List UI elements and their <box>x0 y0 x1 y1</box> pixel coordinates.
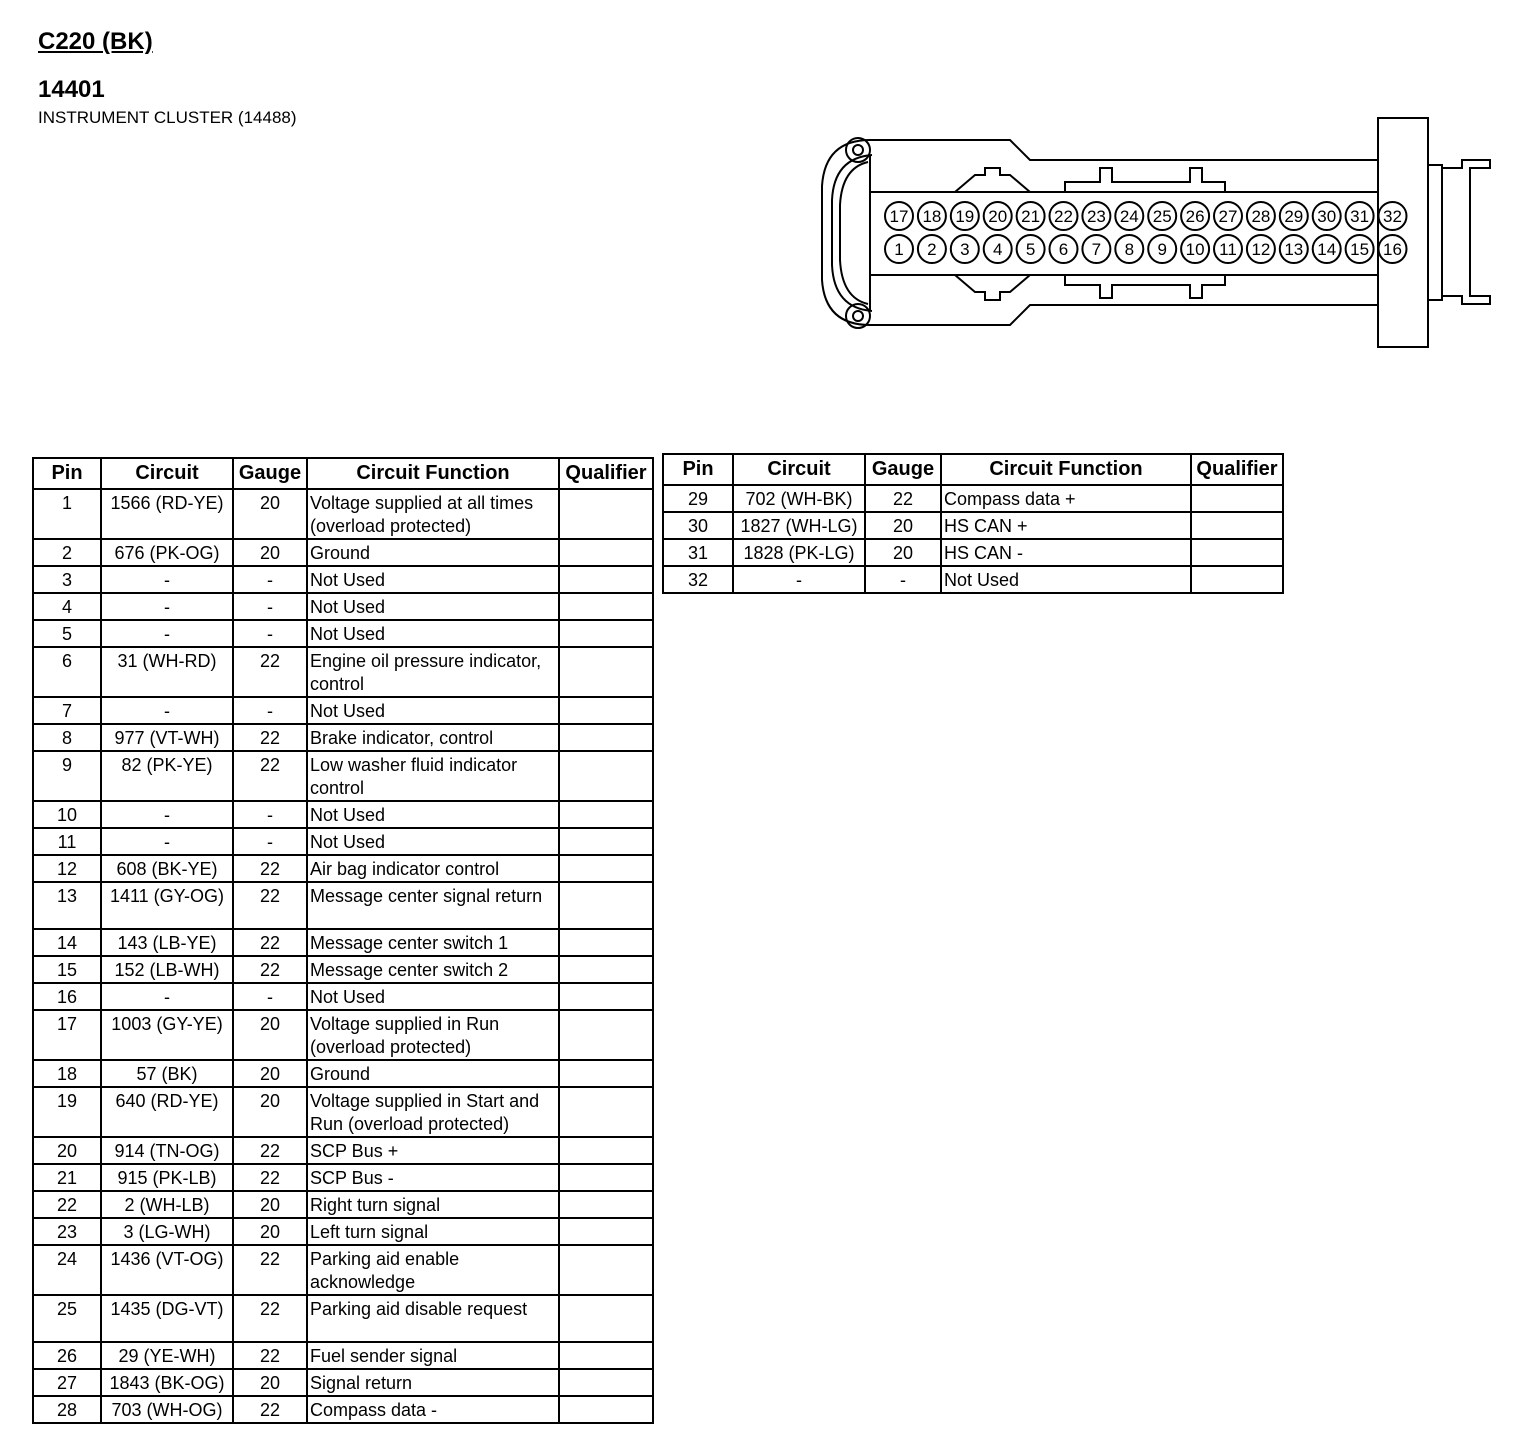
pin-number: 16 <box>1383 240 1402 259</box>
cell-function: Parking aid enable acknowledge <box>307 1245 559 1295</box>
cell-function: Ground <box>307 539 559 566</box>
cell-gauge: 22 <box>233 956 307 983</box>
pin-number: 12 <box>1251 240 1271 259</box>
cell-pin: 19 <box>33 1087 101 1137</box>
cell-circuit: 57 (BK) <box>101 1060 233 1087</box>
cell-gauge: 20 <box>233 1060 307 1087</box>
cell-function: Not Used <box>307 983 559 1010</box>
cell-circuit: - <box>101 620 233 647</box>
pin-number: 6 <box>1058 240 1069 259</box>
cell-gauge: - <box>233 593 307 620</box>
cell-pin: 20 <box>33 1137 101 1164</box>
pin-number: 20 <box>988 207 1008 226</box>
cell-pin: 10 <box>33 801 101 828</box>
cell-function: Brake indicator, control <box>307 724 559 751</box>
cell-gauge: 22 <box>233 724 307 751</box>
cell-function: Voltage supplied in Run (overload protected) <box>307 1010 559 1060</box>
cell-gauge: - <box>233 828 307 855</box>
cell-qualifier <box>559 801 653 828</box>
cell-gauge: 22 <box>233 855 307 882</box>
cell-circuit: 703 (WH-OG) <box>101 1396 233 1423</box>
table-row <box>33 1087 653 1137</box>
cell-pin: 12 <box>33 855 101 882</box>
table-row <box>33 566 653 593</box>
cell-circuit: 1566 (RD-YE) <box>101 489 233 539</box>
cell-gauge: 22 <box>233 882 307 929</box>
cell-qualifier <box>559 1245 653 1295</box>
cell-function: Message center signal return <box>307 882 559 929</box>
cell-function: Right turn signal <box>307 1191 559 1218</box>
pin-number: 19 <box>955 207 975 226</box>
cell-qualifier <box>559 1060 653 1087</box>
pin-number: 9 <box>1157 240 1167 259</box>
cell-circuit: - <box>101 593 233 620</box>
table-row <box>33 855 653 882</box>
table-row <box>33 801 653 828</box>
cell-qualifier <box>559 956 653 983</box>
cell-pin: 23 <box>33 1218 101 1245</box>
cell-function: SCP Bus - <box>307 1164 559 1191</box>
pin-number: 17 <box>889 207 909 226</box>
cell-pin: 9 <box>33 751 101 801</box>
cell-function: Not Used <box>307 828 559 855</box>
cell-qualifier <box>559 882 653 929</box>
cell-function: Not Used <box>307 566 559 593</box>
cell-qualifier <box>559 929 653 956</box>
pinout-table-right <box>662 453 1284 594</box>
cell-gauge: 20 <box>233 1087 307 1137</box>
cell-circuit: - <box>101 566 233 593</box>
cell-qualifier <box>559 855 653 882</box>
table-row <box>33 1245 653 1295</box>
table-row <box>33 724 653 751</box>
cell-circuit: 676 (PK-OG) <box>101 539 233 566</box>
table-row <box>33 1060 653 1087</box>
cell-pin: 6 <box>33 647 101 697</box>
cell-circuit: - <box>101 983 233 1010</box>
table-row <box>33 956 653 983</box>
cell-pin: 28 <box>33 1396 101 1423</box>
cell-pin: 8 <box>33 724 101 751</box>
cell-gauge: 20 <box>233 1010 307 1060</box>
cell-gauge: - <box>865 566 941 593</box>
pin-number: 8 <box>1124 240 1135 259</box>
cell-qualifier <box>559 1342 653 1369</box>
table-row <box>663 566 1283 593</box>
cell-pin: 13 <box>33 882 101 929</box>
cell-gauge: 22 <box>233 1396 307 1423</box>
cell-gauge: 22 <box>865 485 941 512</box>
cell-pin: 22 <box>33 1191 101 1218</box>
cell-qualifier <box>559 489 653 539</box>
header-gauge: Gauge <box>233 458 307 489</box>
cell-pin: 17 <box>33 1010 101 1060</box>
cell-function: Left turn signal <box>307 1218 559 1245</box>
pin-number: 29 <box>1284 207 1304 226</box>
cell-qualifier <box>1191 566 1283 593</box>
cell-circuit: - <box>101 828 233 855</box>
table-row <box>33 539 653 566</box>
header-pin: Pin <box>33 458 101 489</box>
cell-gauge: 20 <box>233 1218 307 1245</box>
table-row <box>663 539 1283 566</box>
cell-circuit: - <box>101 697 233 724</box>
cell-circuit: 152 (LB-WH) <box>101 956 233 983</box>
pin-number: 1 <box>894 240 904 259</box>
pin-number: 13 <box>1284 240 1304 259</box>
cell-qualifier <box>559 539 653 566</box>
header-circuit: Circuit <box>733 454 865 485</box>
cell-qualifier <box>559 1218 653 1245</box>
cell-pin: 30 <box>663 512 733 539</box>
cell-gauge: - <box>233 801 307 828</box>
pin-number: 4 <box>992 240 1003 259</box>
cell-qualifier <box>559 1396 653 1423</box>
pinout-table-left <box>32 457 654 1424</box>
pin-number: 24 <box>1119 207 1139 226</box>
cell-circuit: 1411 (GY-OG) <box>101 882 233 929</box>
cell-pin: 18 <box>33 1060 101 1087</box>
cell-gauge: 20 <box>233 539 307 566</box>
cell-circuit: - <box>733 566 865 593</box>
table-row <box>33 620 653 647</box>
cell-qualifier <box>559 751 653 801</box>
table-row <box>33 828 653 855</box>
cell-qualifier <box>559 1164 653 1191</box>
cell-gauge: 22 <box>233 1295 307 1342</box>
cell-gauge: 20 <box>233 1369 307 1396</box>
pin-number: 27 <box>1218 207 1238 226</box>
cell-function: Signal return <box>307 1369 559 1396</box>
cell-gauge: 22 <box>233 647 307 697</box>
table-row <box>663 512 1283 539</box>
cell-qualifier <box>559 566 653 593</box>
pin-number: 18 <box>922 207 942 226</box>
cell-circuit: 3 (LG-WH) <box>101 1218 233 1245</box>
table-row <box>33 983 653 1010</box>
cell-pin: 26 <box>33 1342 101 1369</box>
cell-circuit: 1828 (PK-LG) <box>733 539 865 566</box>
cell-function: HS CAN - <box>941 539 1191 566</box>
cell-function: Fuel sender signal <box>307 1342 559 1369</box>
cell-gauge: - <box>233 566 307 593</box>
table-row <box>33 1295 653 1342</box>
cell-qualifier <box>1191 485 1283 512</box>
table-row <box>33 1369 653 1396</box>
cell-function: Compass data - <box>307 1396 559 1423</box>
table-row <box>33 1218 653 1245</box>
cell-qualifier <box>559 1369 653 1396</box>
cell-gauge: 22 <box>233 1164 307 1191</box>
pin-number: 10 <box>1185 240 1205 259</box>
table-row <box>33 697 653 724</box>
cell-function: Engine oil pressure indicator, control <box>307 647 559 697</box>
pin-number: 22 <box>1054 207 1073 226</box>
cell-pin: 1 <box>33 489 101 539</box>
cell-circuit: 608 (BK-YE) <box>101 855 233 882</box>
pin-number: 31 <box>1350 207 1370 226</box>
cell-pin: 31 <box>663 539 733 566</box>
cell-function: Not Used <box>307 620 559 647</box>
cell-qualifier <box>559 1191 653 1218</box>
connector-face-diagram <box>815 115 1495 351</box>
cell-qualifier <box>559 620 653 647</box>
cell-qualifier <box>559 697 653 724</box>
table-row <box>33 751 653 801</box>
cell-gauge: 22 <box>233 1245 307 1295</box>
pin-number: 23 <box>1086 207 1106 226</box>
cell-function: Compass data + <box>941 485 1191 512</box>
cell-gauge: 22 <box>233 929 307 956</box>
cell-circuit: 1843 (BK-OG) <box>101 1369 233 1396</box>
pin-number: 3 <box>960 240 970 259</box>
cell-circuit: 1436 (VT-OG) <box>101 1245 233 1295</box>
cell-pin: 2 <box>33 539 101 566</box>
cell-pin: 5 <box>33 620 101 647</box>
cell-gauge: 20 <box>233 489 307 539</box>
cell-function: Not Used <box>307 697 559 724</box>
pin-number: 7 <box>1091 240 1102 259</box>
table-row <box>33 1342 653 1369</box>
cell-function: Not Used <box>941 566 1191 593</box>
cell-pin: 21 <box>33 1164 101 1191</box>
cell-gauge: - <box>233 620 307 647</box>
pin-number: 28 <box>1251 207 1271 226</box>
cell-function: SCP Bus + <box>307 1137 559 1164</box>
cell-pin: 25 <box>33 1295 101 1342</box>
table-row <box>33 489 653 539</box>
cell-circuit: 82 (PK-YE) <box>101 751 233 801</box>
cell-pin: 24 <box>33 1245 101 1295</box>
cell-qualifier <box>559 983 653 1010</box>
pin-number: 14 <box>1317 240 1337 259</box>
table-row <box>33 1396 653 1423</box>
header-gauge: Gauge <box>865 454 941 485</box>
cell-qualifier <box>1191 512 1283 539</box>
cell-circuit: 914 (TN-OG) <box>101 1137 233 1164</box>
cell-qualifier <box>559 1010 653 1060</box>
cell-function: Message center switch 2 <box>307 956 559 983</box>
cell-qualifier <box>559 724 653 751</box>
cell-pin: 29 <box>663 485 733 512</box>
header-circuit: Circuit <box>101 458 233 489</box>
cell-function: Parking aid disable request <box>307 1295 559 1342</box>
table-row <box>33 882 653 929</box>
table-row <box>33 1164 653 1191</box>
cell-circuit: 31 (WH-RD) <box>101 647 233 697</box>
cell-pin: 16 <box>33 983 101 1010</box>
pin-number: 32 <box>1383 207 1402 226</box>
cell-gauge: - <box>233 983 307 1010</box>
component-description: INSTRUMENT CLUSTER (14488) <box>38 108 297 127</box>
pin-number: 15 <box>1350 240 1370 259</box>
connector-title: C220 (BK) <box>38 28 153 55</box>
cell-gauge: 20 <box>865 512 941 539</box>
cell-pin: 4 <box>33 593 101 620</box>
pin-number: 11 <box>1219 240 1237 259</box>
table-row <box>33 1010 653 1060</box>
cell-circuit: 29 (YE-WH) <box>101 1342 233 1369</box>
pin-number: 30 <box>1317 207 1337 226</box>
header-function: Circuit Function <box>307 458 559 489</box>
pin-number: 26 <box>1185 207 1205 226</box>
table-row <box>33 1137 653 1164</box>
cell-pin: 11 <box>33 828 101 855</box>
cell-circuit: 977 (VT-WH) <box>101 724 233 751</box>
cell-circuit: 143 (LB-YE) <box>101 929 233 956</box>
cell-pin: 14 <box>33 929 101 956</box>
cell-gauge: 20 <box>865 539 941 566</box>
cell-gauge: 22 <box>233 751 307 801</box>
cell-function: Voltage supplied in Start and Run (overload protected) <box>307 1087 559 1137</box>
cell-pin: 3 <box>33 566 101 593</box>
cell-function: Message center switch 1 <box>307 929 559 956</box>
cell-circuit: 1435 (DG-VT) <box>101 1295 233 1342</box>
cell-qualifier <box>559 647 653 697</box>
cell-circuit: 702 (WH-BK) <box>733 485 865 512</box>
cell-qualifier <box>1191 539 1283 566</box>
cell-qualifier <box>559 1137 653 1164</box>
cell-pin: 32 <box>663 566 733 593</box>
pin-number: 2 <box>927 240 937 259</box>
cell-gauge: 22 <box>233 1137 307 1164</box>
cell-circuit: 1827 (WH-LG) <box>733 512 865 539</box>
cell-gauge: 20 <box>233 1191 307 1218</box>
cell-pin: 27 <box>33 1369 101 1396</box>
cell-circuit: 640 (RD-YE) <box>101 1087 233 1137</box>
header-function: Circuit Function <box>941 454 1191 485</box>
cell-qualifier <box>559 1087 653 1137</box>
pin-number: 5 <box>1025 240 1036 259</box>
cell-qualifier <box>559 1295 653 1342</box>
cell-function: Air bag indicator control <box>307 855 559 882</box>
cell-function: Low washer fluid indicator control <box>307 751 559 801</box>
part-number: 14401 <box>38 76 105 103</box>
cell-function: HS CAN + <box>941 512 1191 539</box>
connector-bottom-row <box>885 235 1407 263</box>
cell-circuit: 915 (PK-LB) <box>101 1164 233 1191</box>
cell-gauge: 22 <box>233 1342 307 1369</box>
header-qualifier: Qualifier <box>1191 454 1283 485</box>
cell-qualifier <box>559 828 653 855</box>
table-row <box>33 929 653 956</box>
cell-circuit: 2 (WH-LB) <box>101 1191 233 1218</box>
header-pin: Pin <box>663 454 733 485</box>
cell-circuit: - <box>101 801 233 828</box>
cell-function: Not Used <box>307 801 559 828</box>
cell-qualifier <box>559 593 653 620</box>
cell-pin: 7 <box>33 697 101 724</box>
table-row <box>33 593 653 620</box>
cell-function: Voltage supplied at all times (overload protected) <box>307 489 559 539</box>
connector-top-row <box>885 202 1407 230</box>
pin-number: 21 <box>1021 207 1041 226</box>
cell-function: Ground <box>307 1060 559 1087</box>
pin-number: 25 <box>1152 207 1172 226</box>
cell-function: Not Used <box>307 593 559 620</box>
header-qualifier: Qualifier <box>559 458 653 489</box>
table-row <box>33 1191 653 1218</box>
cell-circuit: 1003 (GY-YE) <box>101 1010 233 1060</box>
table-row <box>663 485 1283 512</box>
cell-pin: 15 <box>33 956 101 983</box>
table-row <box>33 647 653 697</box>
cell-gauge: - <box>233 697 307 724</box>
